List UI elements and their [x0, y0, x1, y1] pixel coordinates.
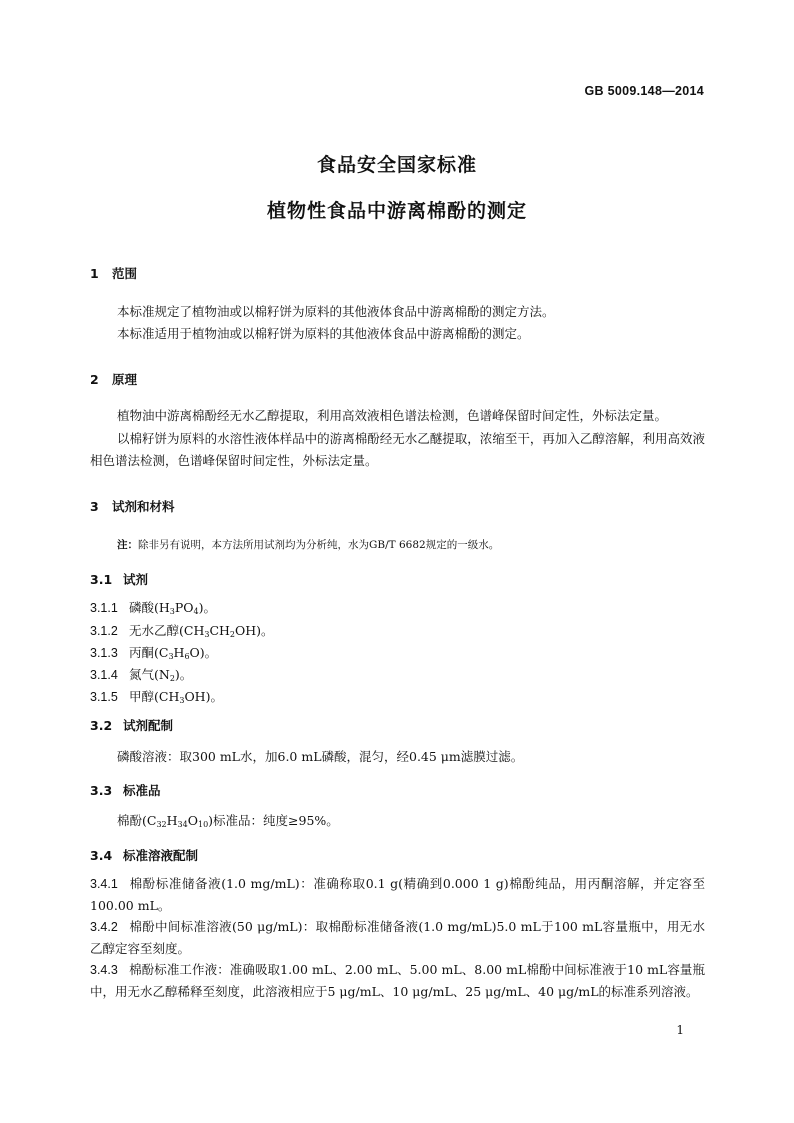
section-3-2-heading	[90, 716, 173, 734]
reagent-text: 甲醇(CH	[129, 689, 180, 704]
page-number: 1	[676, 1023, 684, 1037]
subscript: 34	[177, 820, 188, 829]
section-2-heading	[90, 370, 137, 388]
subscript: 3	[179, 696, 185, 705]
section-title: 标准溶液配制	[123, 848, 199, 863]
section-number: 3	[90, 499, 99, 514]
section-title: 标准品	[123, 783, 161, 798]
reagent-item	[90, 621, 274, 639]
standard-number: GB 5009.148—2014	[584, 84, 704, 98]
text-part: 棉酚(C	[117, 813, 157, 828]
standard-solution-item	[90, 916, 705, 960]
reagent-text: )。	[198, 600, 217, 615]
standard-solution-item	[90, 959, 705, 1003]
reagent-item	[90, 598, 216, 616]
subscript: 4	[193, 607, 199, 616]
item-text: 棉酚标准工作液：准确吸取1.00 mL、2.00 mL、5.00 mL、8.00 mL棉酚中间标准液于10 mL容量瓶中，用无水乙醇稀释至刻度，此溶液相应于5 μg/mL、10 μg/mL、25 μg/mL、40 μg/mL的标准系列溶液。	[90, 962, 705, 999]
section-2-paragraph-2: 以棉籽饼为原料的水溶性液体样品中的游离棉酚经无水乙醚提取，浓缩至干，再加入乙醇溶解，利用高效液相色谱法检测，色谱峰保留时间定性，外标法定量。	[90, 431, 705, 468]
reagent-text: CH	[209, 623, 230, 638]
reagent-text: 氮气(N	[129, 667, 170, 682]
reagent-item	[90, 665, 192, 683]
section-title: 原理	[112, 372, 138, 387]
subscript: 2	[229, 630, 235, 639]
subscript: 3	[169, 607, 175, 616]
item-number: 3.1.5	[90, 690, 118, 704]
section-number: 3.1	[90, 572, 113, 587]
section-3-3-heading	[90, 781, 161, 799]
section-1-heading	[90, 264, 137, 282]
note	[117, 537, 499, 552]
reagent-text: OH)。	[235, 623, 274, 638]
section-number: 3.3	[90, 783, 113, 798]
note-text: 除非另有说明，本方法所用试剂均为分析纯，水为GB/T 6682规定的一级水。	[138, 539, 500, 551]
standard-substance-text	[117, 811, 339, 829]
section-title: 试剂和材料	[112, 499, 175, 514]
section-3-heading	[90, 497, 175, 515]
item-number: 3.4.2	[90, 920, 118, 934]
subscript: 3	[204, 630, 210, 639]
document-title: 食品安全国家标准	[316, 154, 477, 176]
item-number: 3.1.3	[90, 646, 118, 660]
section-number: 1	[90, 266, 99, 281]
section-3-1-heading	[90, 570, 148, 588]
reagent-text: PO	[174, 600, 194, 615]
reagent-text: 无水乙醇(CH	[129, 623, 205, 638]
section-title: 试剂配制	[123, 718, 174, 733]
section-title: 试剂	[123, 572, 149, 587]
section-2-paragraph-1: 植物油中游离棉酚经无水乙醇提取，利用高效液相色谱法检测，色谱峰保留时间定性，外标法定量。	[117, 408, 668, 423]
item-number: 3.1.2	[90, 624, 118, 638]
note-label: 注：	[117, 539, 138, 551]
section-number: 3.2	[90, 718, 113, 733]
text-part: O	[187, 813, 198, 828]
reagent-item	[90, 643, 217, 661]
subscript: 6	[184, 652, 190, 661]
standard-solution-item	[90, 873, 705, 917]
reagent-preparation-text: 磷酸溶液：取300 mL水，加6.0 mL磷酸，混匀，经0.45 μm滤膜过滤。	[117, 749, 524, 764]
subscript: 3	[168, 652, 174, 661]
item-number: 3.4.1	[90, 877, 118, 891]
subscript: 32	[156, 820, 167, 829]
section-number: 2	[90, 372, 99, 387]
section-3-4-heading	[90, 846, 198, 864]
item-text: 棉酚中间标准溶液(50 μg/mL)：取棉酚标准储备液(1.0 mg/mL)5.0 mL于100 mL容量瓶中，用无水乙醇定容至刻度。	[90, 919, 705, 956]
reagent-item	[90, 687, 223, 705]
subscript: 2	[169, 674, 175, 683]
section-title: 范围	[112, 266, 138, 281]
item-number: 3.1.1	[90, 601, 118, 615]
reagent-text: O)。	[189, 645, 218, 660]
item-number: 3.1.4	[90, 668, 118, 682]
reagent-text: OH)。	[184, 689, 223, 704]
reagent-text: H	[173, 645, 185, 660]
item-text: 棉酚标准储备液(1.0 mg/mL)：准确称取0.1 g(精确到0.000 1 g)棉酚纯品，用丙酮溶解，并定容至100.00 mL。	[90, 876, 705, 913]
document-subtitle: 植物性食品中游离棉酚的测定	[266, 200, 527, 222]
section-number: 3.4	[90, 848, 113, 863]
section-1-paragraph-2: 本标准适用于植物油或以棉籽饼为原料的其他液体食品中游离棉酚的测定。	[117, 326, 530, 341]
subscript: 10	[197, 820, 209, 829]
reagent-text: 磷酸(H	[129, 600, 170, 615]
text-part: )标准品：纯度≥95%。	[208, 813, 339, 828]
item-number: 3.4.3	[90, 963, 118, 977]
reagent-text: )。	[174, 667, 193, 682]
text-part: H	[166, 813, 178, 828]
reagent-text: 丙酮(C	[129, 645, 169, 660]
section-1-paragraph-1: 本标准规定了植物油或以棉籽饼为原料的其他液体食品中游离棉酚的测定方法。	[117, 304, 555, 319]
